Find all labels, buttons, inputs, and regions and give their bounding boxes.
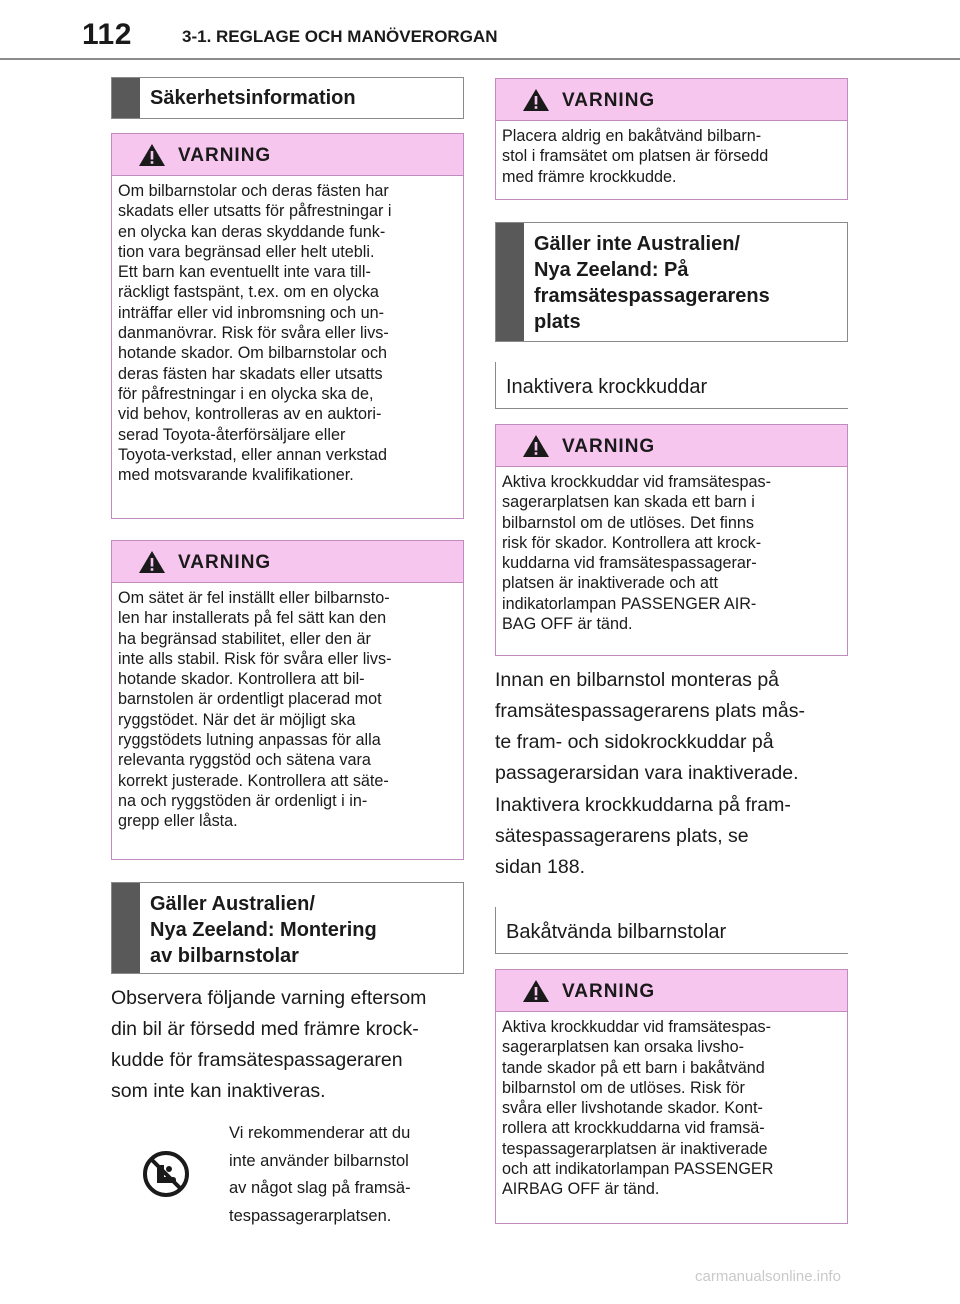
subsection-heading-deactivate: Inaktivera krockkuddar xyxy=(506,376,708,398)
section-heading-not-australia xyxy=(495,222,848,342)
warning-header xyxy=(496,970,847,1012)
warning-triangle-icon xyxy=(522,434,550,458)
section-heading-australia xyxy=(111,882,464,974)
page-number: 112 xyxy=(82,18,132,51)
warning-header xyxy=(496,79,847,121)
warning-triangle-icon xyxy=(522,979,550,1003)
section-tab xyxy=(112,883,140,973)
warning-title: VARNING xyxy=(562,90,656,111)
subsection-heading-rearfacing: Bakåtvända bilbarnstolar xyxy=(506,921,727,943)
observe-paragraph: Observera följande varning eftersom din bil är försedd med främre krock- kudde för framsätespassageraren som inte kan inaktiveras. xyxy=(111,987,427,1102)
subsection-marker xyxy=(495,907,496,954)
warning-title: VARNING xyxy=(562,436,656,457)
subsection-rule xyxy=(495,408,848,409)
warning-title: VARNING xyxy=(178,552,272,573)
warning-title: VARNING xyxy=(178,145,272,166)
warning-triangle-icon xyxy=(138,550,166,574)
warning-triangle-icon xyxy=(522,88,550,112)
warning-header xyxy=(112,134,463,176)
no-child-seat-icon xyxy=(142,1150,190,1198)
before-mounting-paragraph: Innan en bilbarnstol monteras på framsätespassagerarens plats mås- te fram- och sidokrockkuddar på passagerarsidan vara inaktiverade. xyxy=(495,669,805,784)
warning-box-deactivate-airbags xyxy=(495,424,848,656)
warning-body: Aktiva krockkuddar vid framsätespas- sagerarplatsen kan skada ett barn i bilbarnstol om de utlöses. Det finns risk för skador. Kontrollera att krock- kuddarna vid framsätespassagerar- platsen är inaktiverade och att indikatorlampan PASSENGER AIR- BAG OFF är tänd. xyxy=(502,473,771,634)
warning-body: Om bilbarnstolar och deras fästen har skadats eller utsatts för påfrestningar i en olycka kan deras skyddande funk- tion vara begränsad eller helt utebli. Ett barn kan eventuellt inte vara till- räckligt fastspänt, t.ex. om en olycka inträffar eller vid inbromsning och un- danmanövrar. Risk för svåra eller livs- hotande skador. Om bilbarnstolar och deras fästen har skadats eller utsatts för påfrestningar i en olycka ska de, vid behov, kontrolleras av en auktori- serad Toyota-återförsäljare eller Toyota-verkstad, eller annan verkstad med motsvarande kvalifikationer. xyxy=(118,182,392,485)
warning-body: Aktiva krockkuddar vid framsätespas- sagerarplatsen kan orsaka livsho- tande skador på ett barn i bakåtvänd bilbarnstol om de utlöses. Risk för svåra eller livshotande skador. Kont- rollera att krockkuddarna vid framsä- tespassagerarplatsen är inaktiverade och att indikatorlampan PASSENGER AIRBAG OFF är tänd. xyxy=(502,1018,774,1199)
subsection-rule xyxy=(495,953,848,954)
warning-header xyxy=(496,425,847,467)
warning-box-rear-facing-airbags xyxy=(495,969,848,1224)
warning-title: VARNING xyxy=(562,981,656,1002)
recommend-paragraph: Vi rekommenderar att du inte använder bilbarnstol av något slag på framsä- tespassagerarplatsen. xyxy=(229,1124,411,1225)
watermark: carmanualsonline.info xyxy=(695,1268,841,1285)
warning-box-rear-facing-front xyxy=(495,78,848,200)
warning-body: Placera aldrig en bakåtvänd bilbarn- stol i framsätet om platsen är försedd med främre krockkudde. xyxy=(502,127,769,186)
section-heading-safety xyxy=(111,77,464,119)
warning-header xyxy=(112,541,463,583)
warning-body: Om sätet är fel inställt eller bilbarnsto- len har installerats på fel sätt kan den ha begränsad stabilitet, eller den är inte alls stabil. Risk för svåra eller livs- hotande skador. Kontrollera att bil- barnstolen är ordentligt placerad mot ryggstödet. När det är möjligt ska ryggstödets lutning anpassas för alla relevanta ryggstöd och sätena vara korrekt justerade. Kontrollera att säte- na och ryggstöden är ordenligt i in- grepp eller låsta. xyxy=(118,589,392,831)
deactivate-reference-paragraph: Inaktivera krockkuddarna på fram- sätespassagerarens plats, se sidan 188. xyxy=(495,794,791,878)
chapter-title: 3-1. REGLAGE OCH MANÖVERORGAN xyxy=(182,27,498,46)
section-heading-text: Gäller inte Australien/ Nya Zeeland: På framsätespassagerarens plats xyxy=(534,233,770,333)
section-tab xyxy=(496,223,524,341)
subsection-marker xyxy=(495,362,496,409)
warning-box-seat-adjustment xyxy=(111,540,464,860)
section-heading-text: Säkerhetsinformation xyxy=(150,87,356,109)
warning-triangle-icon xyxy=(138,143,166,167)
header-divider xyxy=(0,58,960,60)
section-tab xyxy=(112,78,140,118)
section-heading-text: Gäller Australien/ Nya Zeeland: Montering av bilbarnstolar xyxy=(150,893,377,967)
warning-box-damaged-seats xyxy=(111,133,464,519)
